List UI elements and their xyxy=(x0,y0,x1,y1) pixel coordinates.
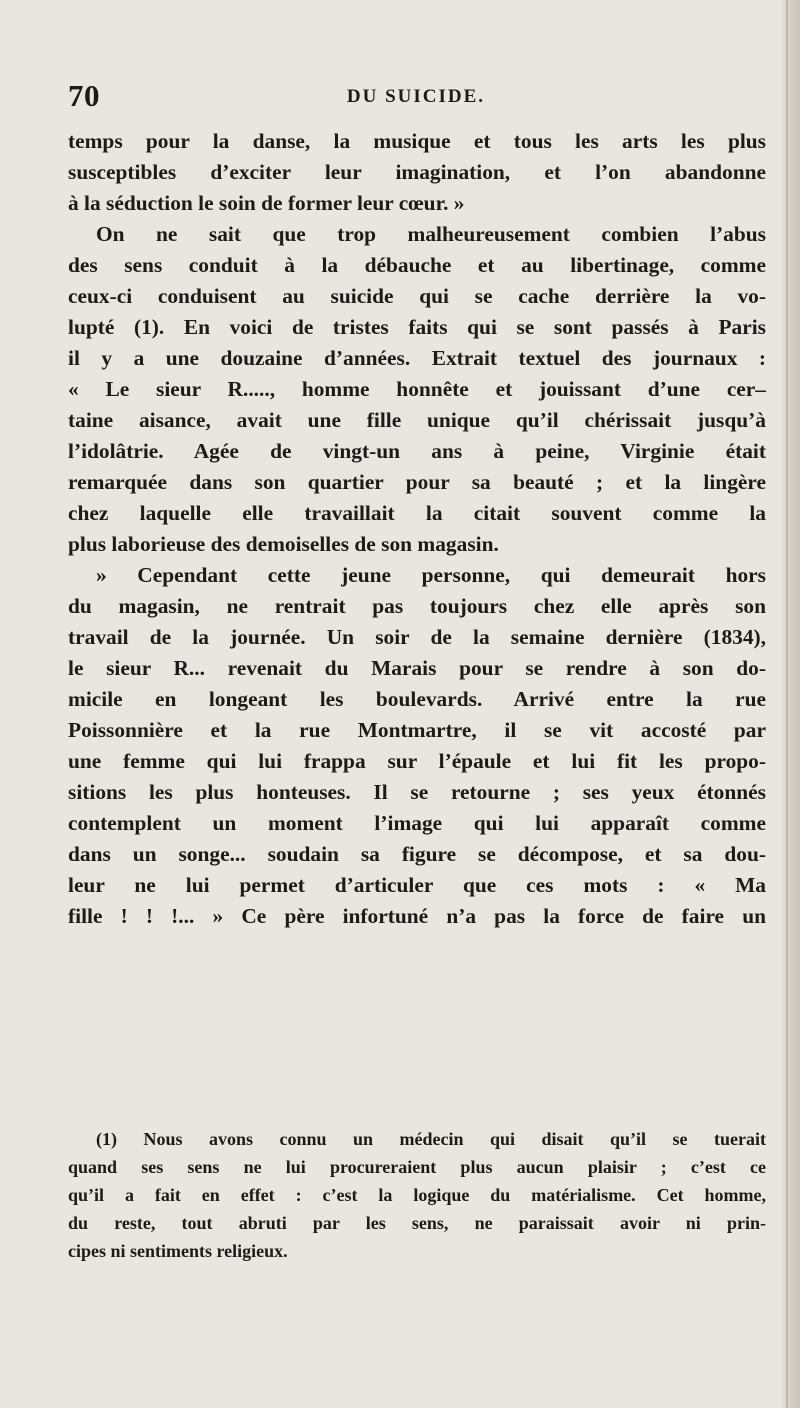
page-edge xyxy=(782,0,800,1408)
text-line: micile en longeant les boulevards. Arrivé entre la rue xyxy=(68,687,766,711)
footnote-line: quand ses sens ne lui procureraient plus aucun plaisir ; c’est ce xyxy=(68,1157,766,1177)
footnote-line: cipes ni sentiments religieux. xyxy=(68,1241,288,1261)
text-line: « Le sieur R....., homme honnête et jouissant d’une cer– xyxy=(68,377,766,401)
text-line: il y a une douzaine d’années. Extrait textuel des journaux : xyxy=(68,346,766,370)
text-line: du magasin, ne rentrait pas toujours chez elle après son xyxy=(68,594,766,618)
footnote-line: (1) Nous avons connu un médecin qui disait qu’il se tuerait xyxy=(96,1129,766,1149)
text-line: On ne sait que trop malheureusement combien l’abus xyxy=(96,222,766,246)
text-line: chez laquelle elle travaillait la citait souvent comme la xyxy=(68,501,766,525)
page-number: 70 xyxy=(68,78,100,113)
text-line: » Cependant cette jeune personne, qui demeurait hors xyxy=(96,563,766,587)
text-line: une femme qui lui frappa sur l’épaule et lui fit les propo- xyxy=(68,749,766,773)
text-line: le sieur R... revenait du Marais pour se rendre à son do- xyxy=(68,656,766,680)
text-line: fille ! ! !... » Ce père infortuné n’a pas la force de faire un xyxy=(68,904,766,928)
page-header xyxy=(68,78,764,118)
text-line: l’idolâtrie. Agée de vingt-un ans à peine, Virginie était xyxy=(68,439,766,463)
text-line: à la séduction le soin de former leur cœur. » xyxy=(68,191,465,215)
running-title: DU SUICIDE. xyxy=(346,86,486,107)
body-text xyxy=(68,126,766,932)
text-line: lupté (1). En voici de tristes faits qui se sont passés à Paris xyxy=(68,315,766,339)
footnote-line: du reste, tout abruti par les sens, ne paraissait avoir ni prin- xyxy=(68,1213,766,1233)
text-line: taine aisance, avait une fille unique qu’il chérissait jusqu’à xyxy=(68,408,766,432)
footnotes xyxy=(68,1125,766,1265)
text-line: plus laborieuse des demoiselles de son magasin. xyxy=(68,532,499,556)
text-line: des sens conduit à la débauche et au libertinage, comme xyxy=(68,253,766,277)
text-line: sitions les plus honteuses. Il se retourne ; ses yeux étonnés xyxy=(68,780,766,804)
text-line: contemplent un moment l’image qui lui apparaît comme xyxy=(68,811,766,835)
text-line: temps pour la danse, la musique et tous les arts les plus xyxy=(68,129,766,153)
text-line: remarquée dans son quartier pour sa beauté ; et la lingère xyxy=(68,470,766,494)
text-line: susceptibles d’exciter leur imagination, et l’on abandonne xyxy=(68,160,766,184)
text-line: leur ne lui permet d’articuler que ces mots : « Ma xyxy=(68,873,766,897)
text-line: travail de la journée. Un soir de la semaine dernière (1834), xyxy=(68,625,766,649)
text-line: Poissonnière et la rue Montmartre, il se vit accosté par xyxy=(68,718,766,742)
text-line: ceux-ci conduisent au suicide qui se cache derrière la vo- xyxy=(68,284,766,308)
text-line: dans un songe... soudain sa figure se décompose, et sa dou- xyxy=(68,842,766,866)
footnote-line: qu’il a fait en effet : c’est la logique du matérialisme. Cet homme, xyxy=(68,1185,766,1205)
